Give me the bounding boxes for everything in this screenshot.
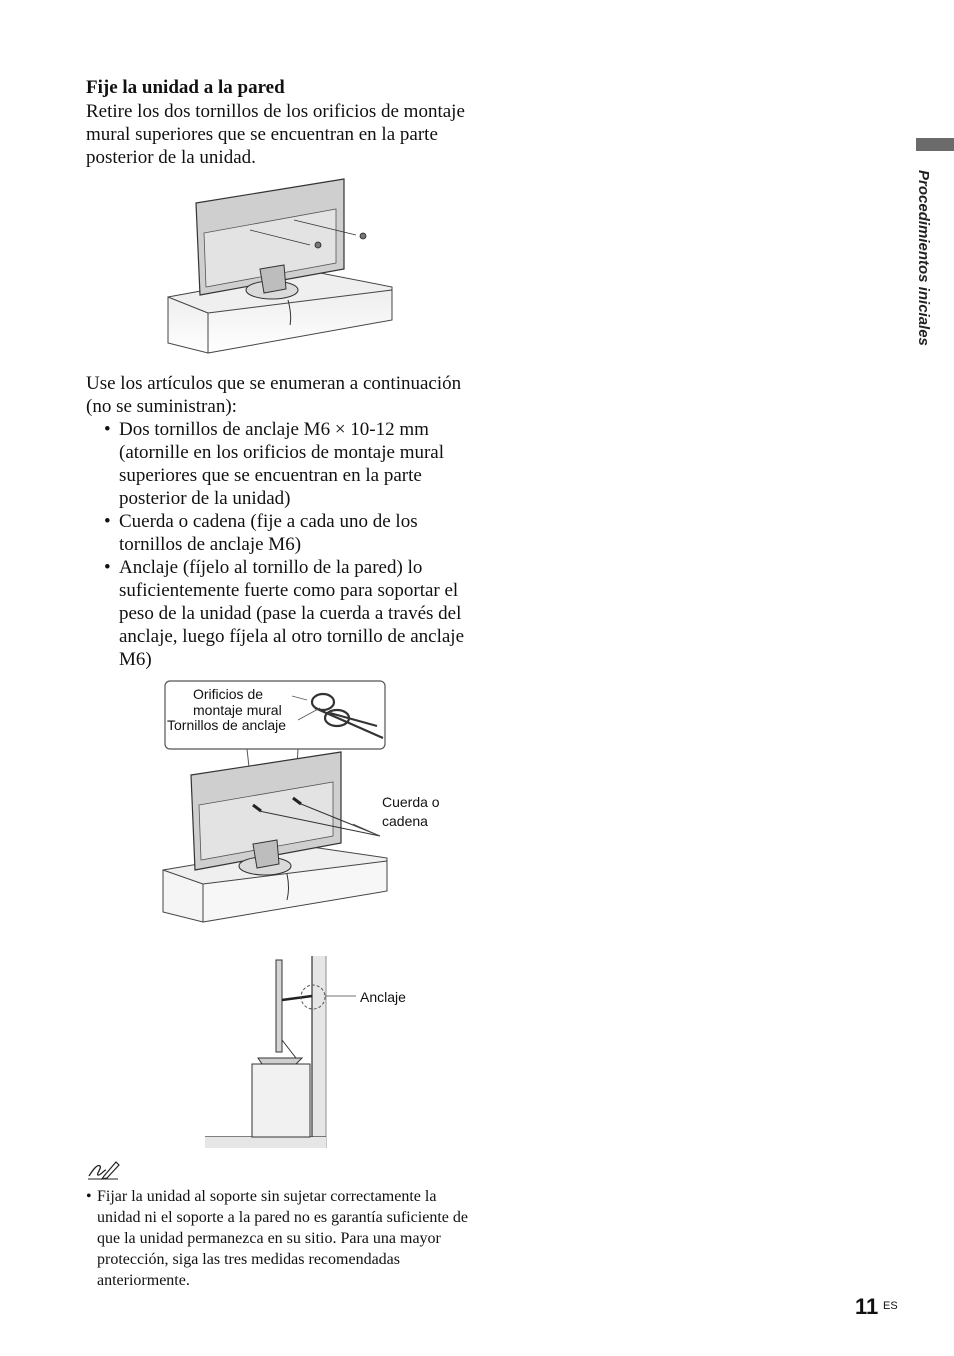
label-cord-2: cadena	[382, 813, 428, 829]
note-paragraph	[86, 1186, 481, 1291]
section-side-label: Procedimientos iniciales	[915, 170, 932, 346]
figure-remove-screws	[160, 175, 400, 360]
section-tab-marker	[916, 138, 954, 151]
label-holes-1: Orificios de	[193, 686, 264, 702]
label-holes-2: montaje mural	[193, 702, 282, 718]
note-bullet: •	[86, 1188, 92, 1205]
label-anchor: Anclaje	[360, 989, 406, 1005]
list-item	[104, 510, 476, 556]
list-item-text: Cuerda o cadena (fije a cada uno de los tornillos de anclaje M6)	[119, 511, 418, 555]
list-item-text: Anclaje (fíjelo al tornillo de la pared) lo suficientemente fuerte como para soportar el peso de la unidad (pase la cuerda a través del anclaje, luego fíjela al otro tornillo de anclaje M6)	[119, 557, 465, 670]
list-item	[104, 418, 476, 510]
list-item	[104, 556, 476, 671]
list-item-text: Dos tornillos de anclaje M6 × 10-12 mm (atornille en los orificios de montaje mural superiores que se encuentran en la parte posterior de la unidad)	[119, 419, 445, 509]
bullet-marker: •	[104, 419, 111, 440]
page-language: ES	[883, 1300, 898, 1312]
items-list	[104, 418, 476, 671]
items-intro: Use los artículos que se enumeran a continuación (no se suministran):	[86, 373, 462, 417]
intro-paragraph: Retire los dos tornillos de los orificios de montaje mural superiores que se encuentran en la parte posterior de la unidad.	[86, 101, 465, 168]
bullet-marker: •	[104, 557, 111, 578]
figure-side-view	[200, 950, 360, 1150]
page-number: 11	[855, 1294, 879, 1319]
label-cord-1: Cuerda o	[382, 794, 440, 810]
note-text: Fijar la unidad al soporte sin sujetar correctamente la unidad ni el soporte a la pared no es garantía suficiente de que la unidad permanezca en su sitio. Para una mayor protección, siga las tres medidas recomendadas anteriormente.	[97, 1188, 468, 1289]
section-heading: Fije la unidad a la pared	[86, 77, 285, 98]
pencil-note-icon	[86, 1158, 120, 1180]
label-anchor-screws: Tornillos de anclaje	[167, 717, 287, 733]
bullet-marker: •	[104, 511, 111, 532]
